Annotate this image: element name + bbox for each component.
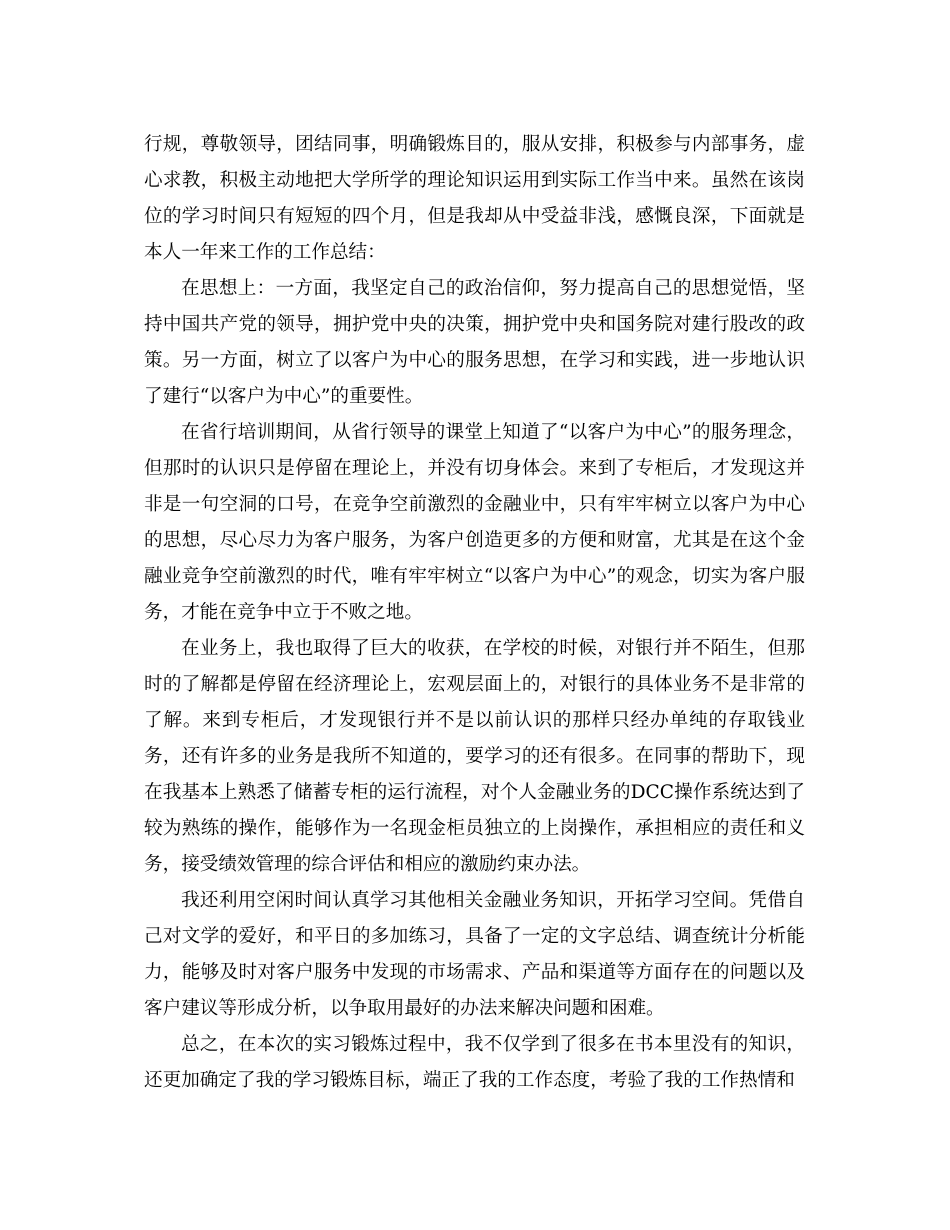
paragraph-continuation: 行规，尊敬领导，团结同事，明确锻炼目的，服从安排，积极参与内部事务，虚心求教，积极主动地把大学所学的理论知识运用到实际工作当中来。虽然在该岗位的学习时间只有短短的四个月，但是我却从中受益非浅，感慨良深，下面就是本人一年来工作的工作总结： (144, 134, 805, 263)
paragraph-thought: 在思想上：一方面，我坚定自己的政治信仰，努力提高自己的思想觉悟，坚持中国共产党的领导，拥护党中央的决策，拥护党中央和国务院对建行股改的政策。另一方面，树立了以客户为中心的服务思想，在学习和实践，进一步地认识了建行“以客户为中心”的重要性。 (144, 278, 805, 407)
document-body (144, 127, 805, 1099)
paragraph-self-study: 我还利用空闲时间认真学习其他相关金融业务知识，开拓学习空间。凭借自己对文学的爱好，和平日的多加练习，具备了一定的文字总结、调查统计分析能力，能够及时对客户服务中发现的市场需求、产品和渠道等方面存在的问题以及客户建议等形成分析，以争取用最好的办法来解决问题和困难。 (144, 890, 805, 1019)
paragraph-training: 在省行培训期间，从省行领导的课堂上知道了“以客户为中心”的服务理念，但那时的认识只是停留在理论上，并没有切身体会。来到了专柜后，才发现这并非是一句空洞的口号，在竞争空前激烈的金融业中，只有牢牢树立以客户为中心的思想，尽心尽力为客户服务，为客户创造更多的方便和财富，尤其是在这个金融业竞争空前激烈的时代，唯有牢牢树立“以客户为中心”的观念，切实为客户服务，才能在竞争中立于不败之地。 (144, 422, 805, 623)
paragraph-business: 在业务上，我也取得了巨大的收获，在学校的时候，对银行并不陌生，但那时的了解都是停留在经济理论上，宏观层面上的，对银行的具体业务不是非常的了解。来到专柜后，才发现银行并不是以前认识的那样只经办单纯的存取钱业务，还有许多的业务是我所不知道的，要学习的还有很多。在同事的帮助下，现在我基本上熟悉了储蓄专柜的运行流程，对个人金融业务的DCC操作系统达到了较为熟练的操作，能够作为一名现金柜员独立的上岗操作，承担相应的责任和义务，接受绩效管理的综合评估和相应的激励约束办法。 (144, 638, 805, 875)
paragraph-conclusion: 总之，在本次的实习锻炼过程中，我不仅学到了很多在书本里没有的知识，还更加确定了我的学习锻炼目标，端正了我的工作态度，考验了我的工作热情和 (144, 1034, 805, 1091)
